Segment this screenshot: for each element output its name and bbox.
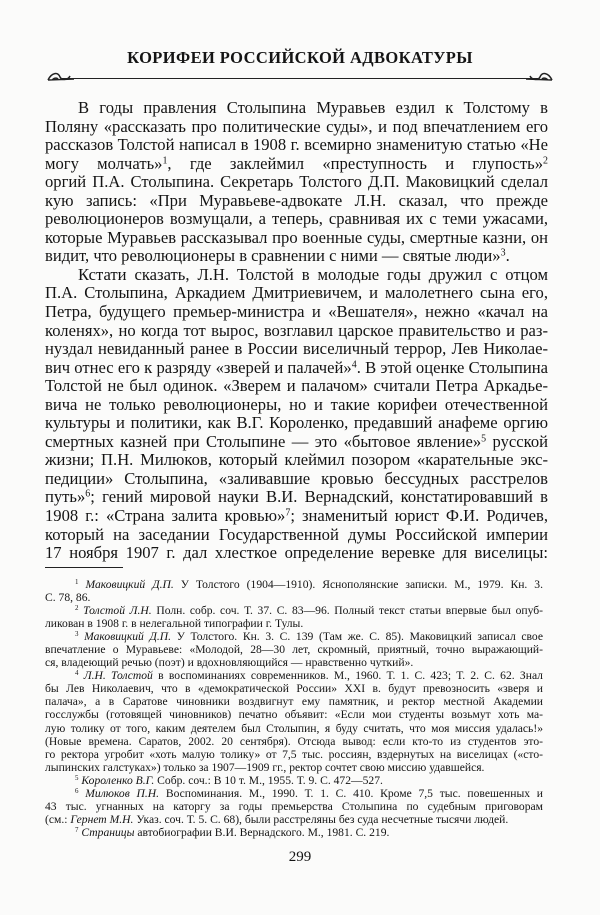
footnote-marker: 7 xyxy=(75,826,79,835)
text-segment: педиции» Столыпина, «заливавшие кровью бессудных расстрелов xyxy=(45,469,548,488)
footnote-line xyxy=(45,578,543,591)
text-segment: П.А. Столыпина, Аркадием Дмитриевичем, и малолетнего сына его, xyxy=(45,284,548,303)
body-line xyxy=(45,451,548,470)
main-text xyxy=(45,99,548,563)
body-line xyxy=(45,396,548,415)
header-rule xyxy=(62,78,538,79)
footnote-marker: 6 xyxy=(85,489,91,501)
text-segment: Толстой не был одинок. «Зверем и палачом» считали Петра Аркадье- xyxy=(45,377,548,396)
footnote-marker: 5 xyxy=(75,773,79,782)
text-segment: 17 ноября 1907 г. дал хлесткое определение веревке для виселицы: xyxy=(45,544,548,563)
text-segment: смертных казней при Столыпине — это «бытовое явление» xyxy=(45,432,482,451)
text-segment: впечатление о Муравьеве: «Молодой, 28—30 лет, скромный, приятный, точно выражающий- xyxy=(45,643,543,657)
text-segment: . В этой оценке Столыпина xyxy=(356,358,548,377)
body-line xyxy=(45,470,548,489)
text-segment: Поляну «рассказать про политические суды», и под впечатлением его xyxy=(45,117,548,136)
footnote-line xyxy=(45,695,543,708)
footnote-marker: 6 xyxy=(75,786,79,795)
text-segment: вич отнес его к разряду «зверей и палачей» xyxy=(45,358,352,377)
body-line xyxy=(45,192,548,211)
footnote-marker: 7 xyxy=(285,507,291,519)
body-line xyxy=(45,303,548,322)
text-segment: культуры и политики, как В.Г. Короленко, предавший анафеме оргию xyxy=(45,414,548,433)
footnote-marker: 2 xyxy=(543,155,548,167)
footnote-marker: 3 xyxy=(75,630,79,639)
body-line xyxy=(45,266,548,285)
footnote-line xyxy=(45,735,543,748)
text-segment: У Толстого. Кн. 3. С. 139 (Там же. С. 85). Маковицкий записал свое xyxy=(171,630,543,644)
text-segment: С. 78, 86. xyxy=(45,591,91,605)
footnote-marker: 3 xyxy=(500,247,506,259)
text-segment: ; гений мировой науки В.И. Вернадский, констатировавший в xyxy=(90,488,548,507)
footnote-line xyxy=(45,813,543,826)
body-line xyxy=(45,507,548,526)
text-segment: оргий П.А. Столыпина. Секретарь Толстого Д.П. Маковицкий сделал xyxy=(45,173,548,192)
footnote-line xyxy=(45,630,543,643)
body-line xyxy=(45,544,548,563)
footnote-marker: 1 xyxy=(162,155,168,167)
text-segment: которые Муравьев рассказывал про военные суды, смертные казни, он xyxy=(45,228,548,247)
footnote-line xyxy=(45,604,543,617)
italic-citation: Толстой Л.Н. xyxy=(83,604,152,618)
text-segment: 1908 г.: «Страна залита кровью» xyxy=(45,507,286,526)
body-line xyxy=(45,526,548,545)
body-line xyxy=(45,322,548,341)
text-segment: жизни; П.Н. Милюков, который клеймил позором «карательные экс- xyxy=(45,451,548,470)
text-segment: (см.: xyxy=(45,812,71,826)
footnote-marker: 1 xyxy=(75,578,79,587)
text-segment: коленях», но когда тот вырос, возглавил царское правительство и раз- xyxy=(45,321,548,340)
body-line xyxy=(45,414,548,433)
text-segment: могу молчать» xyxy=(45,154,163,173)
text-segment: лыпинских галстуках») только за 1907—1909 гг., ректор сочтет свою миссию удавшейся. xyxy=(45,760,485,774)
footnote-line xyxy=(45,617,543,630)
italic-citation: Короленко В.Г. xyxy=(81,773,155,787)
footnote-line xyxy=(45,722,543,735)
body-line xyxy=(45,210,548,229)
text-segment: го ректора угробит «хоть малую толику» от 7,5 тыс. россиян, вздернутых на виселицах («сто- xyxy=(45,747,543,761)
text-segment: Кстати сказать, Л.Н. Толстой в молодые годы дружил с отцом xyxy=(78,265,548,284)
page-number: 299 xyxy=(288,849,312,865)
body-line xyxy=(45,359,548,378)
italic-citation: Л.Н. Толстой xyxy=(83,669,153,683)
italic-citation: Маковицкий Д.П. xyxy=(84,630,172,644)
text-segment: Собр. соч.: В 10 т. М., 1955. Т. 9. С. 472—527. xyxy=(154,773,383,787)
text-segment: У Толстого (1904—1910). Яснополянские записки. М., 1979. Кн. 3. xyxy=(173,578,543,591)
body-line xyxy=(45,173,548,192)
body-line xyxy=(45,99,548,118)
body-line xyxy=(45,284,548,303)
italic-citation: Милюков П.Н. xyxy=(85,786,160,800)
footnote-marker: 4 xyxy=(75,669,79,678)
footnote-marker: 4 xyxy=(351,359,357,371)
text-segment: автобиографии В.И. Вернадского. М., 1981. С. 219. xyxy=(134,825,390,839)
text-segment: . xyxy=(505,247,510,266)
text-segment: 43 тыс. угнанных на каторгу за годы премьерства Столыпина по судебным приговорам xyxy=(45,799,543,813)
text-segment: палача», а в Саратове чиновники воздвигнут ему памятник, и ректор местной Академии xyxy=(45,695,543,709)
footnote-line xyxy=(45,669,543,682)
footnote-line xyxy=(45,708,543,721)
footnote-line xyxy=(45,682,543,695)
text-segment: вича не только революционеры, но и такие корифеи отечественной xyxy=(45,395,548,414)
italic-citation: Маковицкий Д.П. xyxy=(85,578,174,591)
running-header-title: КОРИФЕИ РОССИЙСКОЙ АДВОКАТУРЫ xyxy=(127,48,473,67)
text-segment: лую толику от того, каким деятелем был Столыпин, я буду считать, что моя миссия удалась!» xyxy=(45,721,543,735)
footnote-separator xyxy=(45,567,123,568)
body-line xyxy=(45,247,548,266)
text-segment: госслужбы (готовящей чиновников) печатно объявит: «Если мои студенты возьмут хоть ма- xyxy=(45,708,543,722)
italic-citation: Страницы xyxy=(81,825,135,839)
body-line xyxy=(45,118,548,137)
text-segment: Петра, будущего премьер-министра и «Вешателя», нежно «качал на xyxy=(45,303,548,322)
body-line xyxy=(45,340,548,359)
footnotes xyxy=(45,578,543,839)
text-segment: видит, что революционеры в сравнении с ними — святые люди» xyxy=(45,247,501,266)
text-segment: нуздал невиданный ранее в России виселичный террор, Лев Николае- xyxy=(45,340,548,359)
text-segment: Воспоминания. М., 1990. Т. 1. С. 410. Кроме 7,5 тыс. повешенных и xyxy=(159,786,543,800)
text-segment: который на заседании Государственной думы Российской империи xyxy=(45,525,548,544)
text-segment: путь» xyxy=(45,488,86,507)
footnote-line xyxy=(45,656,543,669)
text-segment: ликован в 1908 г. в нелегальной типографии г. Тулы. xyxy=(45,617,304,631)
footnote-marker: 5 xyxy=(481,433,487,445)
italic-citation: Гернет М.Н. xyxy=(70,812,134,826)
body-line xyxy=(45,488,548,507)
footnote-line xyxy=(45,643,543,656)
text-segment: революционеров возмущали, а теперь, сравнивая их с теми ужасами, xyxy=(45,210,548,229)
text-segment: русской xyxy=(486,432,548,451)
body-line xyxy=(45,229,548,248)
text-segment: ; знаменитый юрист Ф.И. Родичев, xyxy=(290,507,548,526)
ornament-left-icon xyxy=(46,68,74,84)
footnote-line xyxy=(45,591,543,604)
text-segment: Полн. собр. соч. Т. 37. С. 83—96. Полный текст статьи впервые был опуб- xyxy=(151,604,543,618)
text-segment: В годы правления Столыпина Муравьев ездил к Толстому в xyxy=(78,99,548,117)
text-segment: кую запись: «При Муравьеве-адвокате Л.Н. сказал, что прежде xyxy=(45,191,548,210)
footnote-line xyxy=(45,787,543,800)
text-segment: в воспоминаниях современников. М., 1960. Т. 1. С. 423; Т. 2. С. 62. Знал xyxy=(152,669,543,683)
ornament-right-icon xyxy=(526,68,554,84)
text-segment: (Новые времена. Саратов, 2002. 20 сентября). Отсюда вывод: если кто-то из студентов это- xyxy=(45,734,543,748)
footnote-line xyxy=(45,748,543,761)
footnote-line xyxy=(45,774,543,787)
text-segment: рассказов Толстой написал в 1908 г. всемирно знаменитую статью «Не xyxy=(45,136,548,155)
footnote-line xyxy=(45,826,543,839)
footnote-marker: 2 xyxy=(75,604,79,613)
body-line xyxy=(45,433,548,452)
body-line xyxy=(45,155,548,174)
text-segment: бы Лев Николаевич, что в «демократической России» XXI в. будут превозносить «зверя и xyxy=(45,682,543,696)
footnote-line xyxy=(45,800,543,813)
body-line xyxy=(45,377,548,396)
footnote-line xyxy=(45,761,543,774)
text-segment: Указ. соч. Т. 5. С. 68), были расстреляны без суда несчетные тысячи людей. xyxy=(133,812,509,826)
body-line xyxy=(45,136,548,155)
text-segment: , где заклеймил «преступность и глупость» xyxy=(167,154,544,173)
text-segment: ся, владеющий речью (поэт) и вдохновляющийся — нравственно чуткий». xyxy=(45,656,414,670)
